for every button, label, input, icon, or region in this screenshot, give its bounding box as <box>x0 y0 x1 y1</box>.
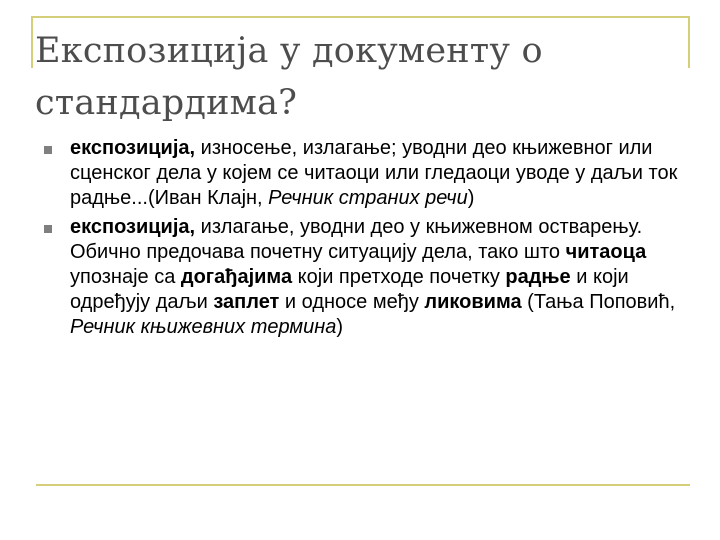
definition-tail-1: ) <box>467 187 475 209</box>
slide-title: Експозиција у документу о стандардима? <box>35 31 543 123</box>
emphasis-reader: читаоца <box>565 241 647 263</box>
definition-text-2e: и односе међу <box>279 291 425 313</box>
definition-text-2a: излагање, уводни део у књижевном остварењу. Обично предочава почетну ситуацију дела, тако што <box>70 216 643 263</box>
definition-text-2c: који претходе почетку <box>292 266 506 288</box>
definition-list <box>44 136 684 340</box>
left-frame-line <box>31 16 33 68</box>
source-title-1: Речник страних речи <box>268 187 468 209</box>
source-title-2: Речник књижевних термина <box>70 316 337 338</box>
top-frame-line <box>32 16 690 18</box>
definition-item-2 <box>44 215 684 340</box>
square-bullet-icon <box>44 146 52 154</box>
square-bullet-icon <box>44 225 52 233</box>
bottom-frame-line <box>36 484 690 486</box>
emphasis-action: радње <box>505 266 571 288</box>
definition-item-1 <box>44 136 684 211</box>
definition-text-1: износење, излагање; уводни део књижевног или сценског дела у којем се читаоци или гледаоци уводе у даљи ток радње...(Иван Клајн, <box>70 137 678 209</box>
definition-text-2b: упознаје са <box>70 266 181 288</box>
term-exposition-1: експозиција, <box>70 137 196 159</box>
right-frame-line <box>688 16 690 68</box>
emphasis-characters: ликовима <box>424 291 522 313</box>
emphasis-plot: заплет <box>213 291 280 313</box>
definition-text-2f: (Тања Поповић, <box>521 291 676 313</box>
definition-text-2d: и који одређују даљи <box>70 266 629 313</box>
definition-tail-2: ) <box>336 316 344 338</box>
emphasis-events: догађајима <box>180 266 293 288</box>
term-exposition-2: експозиција, <box>70 216 196 238</box>
